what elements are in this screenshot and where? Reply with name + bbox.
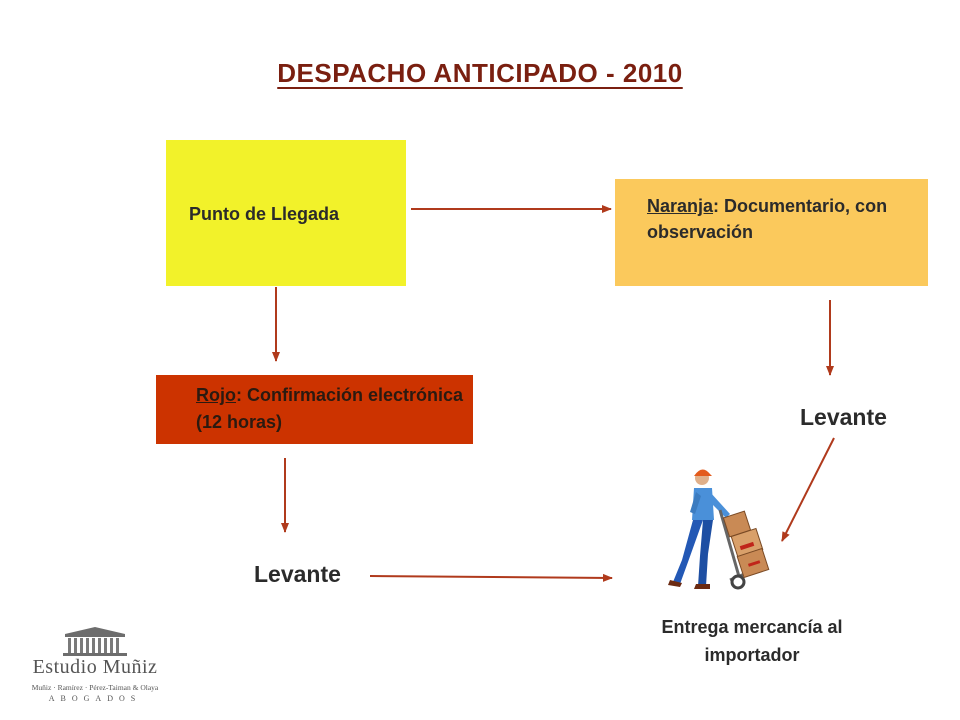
firm-logo bbox=[10, 626, 180, 708]
firm-partners: Muñiz · Ramírez · Pérez-Taiman & Olaya bbox=[31, 683, 159, 692]
page-title: DESPACHO ANTICIPADO - 2010 bbox=[277, 58, 683, 88]
orange-channel-keyword: Naranja bbox=[647, 196, 714, 216]
building-columns-icon bbox=[10, 626, 180, 658]
arrival-point-box bbox=[166, 140, 406, 286]
orange-channel-text: : Documentario, con observación bbox=[647, 196, 888, 242]
release-label-right: Levante bbox=[800, 404, 887, 430]
release-label-left: Levante bbox=[254, 561, 341, 587]
arrow-release-to-delivery bbox=[370, 576, 612, 578]
orange-channel-box bbox=[615, 179, 928, 286]
delivery-caption: Entrega mercancía al importador bbox=[661, 617, 843, 665]
firm-subtitle: ABOGADOS bbox=[48, 694, 142, 703]
firm-name: Estudio Muñiz bbox=[32, 656, 158, 678]
red-channel-box bbox=[156, 375, 473, 444]
worker-with-hand-truck-icon bbox=[660, 462, 780, 592]
arrival-point-label: Punto de Llegada bbox=[189, 204, 340, 224]
arrow-release-right-to-delivery bbox=[782, 438, 834, 541]
red-channel-keyword: Rojo bbox=[196, 385, 236, 405]
red-channel-text: : Confirmación electrónica (12 horas) bbox=[196, 385, 464, 432]
